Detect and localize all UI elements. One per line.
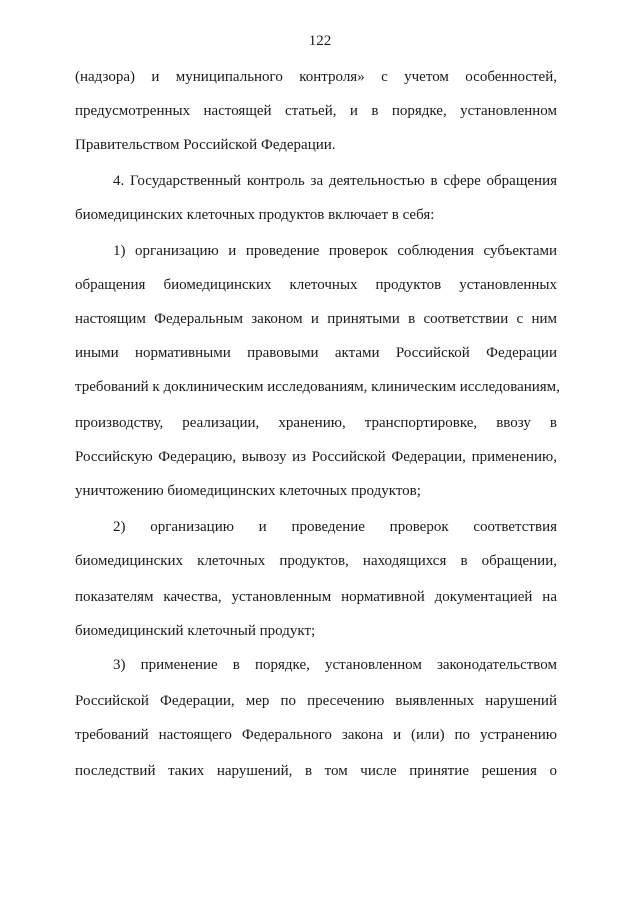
text-line: последствий таких нарушений, в том числе принятие решения о xyxy=(75,763,557,779)
text-line: биомедицинский клеточный продукт; xyxy=(75,623,316,639)
text-line: Российскую Федерацию, вывозу из Российской Федерации, применению, xyxy=(75,449,557,465)
text-line: биомедицинских клеточных продуктов, находящихся в обращении, xyxy=(75,553,557,569)
text-line: показателям качества, установленным нормативной документацией на xyxy=(75,589,557,605)
text-line: требований настоящего Федерального закона и (или) по устранению xyxy=(75,727,557,743)
text-line: уничтожению биомедицинских клеточных продуктов; xyxy=(75,483,421,499)
text-line: предусмотренных настоящей статьей, и в порядке, установленном xyxy=(75,103,557,119)
list-item-line: 1) организацию и проведение проверок соблюдения субъектами xyxy=(113,243,557,259)
text-line: настоящим Федеральным законом и принятыми в соответствии с ним xyxy=(75,311,557,327)
text-line: иными нормативными правовыми актами Российской Федерации xyxy=(75,345,557,361)
list-item-line: 3) применение в порядке, установленном законодательством xyxy=(113,657,557,673)
text-line: (надзора) и муниципального контроля» с учетом особенностей, xyxy=(75,69,557,85)
text-line: производству, реализации, хранению, транспортировке, ввозу в xyxy=(75,415,557,431)
paragraph-line: 4. Государственный контроль за деятельностью в сфере обращения xyxy=(113,173,557,189)
text-line: биомедицинских клеточных продуктов включает в себя: xyxy=(75,207,435,223)
page-number: 122 xyxy=(308,33,332,49)
text-line: Правительством Российской Федерации. xyxy=(75,137,336,153)
text-line: требований к доклиническим исследованиям, клиническим исследованиям, xyxy=(75,379,560,395)
text-line: обращения биомедицинских клеточных продуктов установленных xyxy=(75,277,557,293)
list-item-line: 2) организацию и проведение проверок соответствия xyxy=(113,519,557,535)
text-line: Российской Федерации, мер по пресечению выявленных нарушений xyxy=(75,693,557,709)
